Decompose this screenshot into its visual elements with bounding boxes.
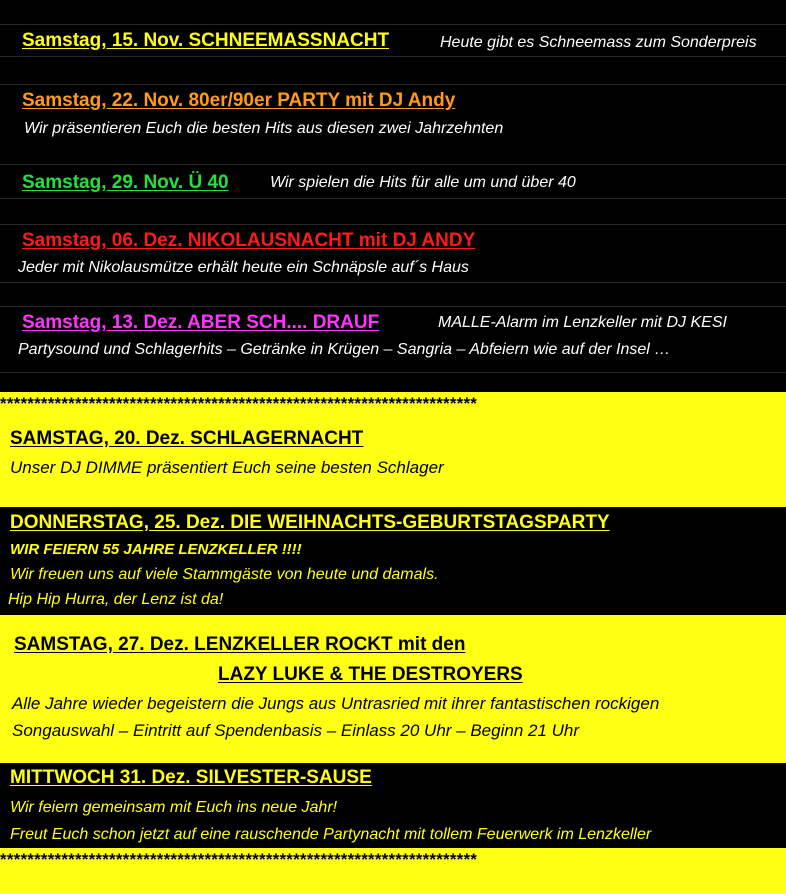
- event-title-ue40: Samstag, 29. Nov. Ü 40: [22, 172, 229, 193]
- event-highlight: WIR FEIERN 55 JAHRE LENZKELLER !!!!: [10, 541, 302, 558]
- band-name: LAZY LUKE & THE DESTROYERS: [218, 664, 523, 685]
- event-description: Unser DJ DIMME präsentiert Euch seine besten Schlager: [10, 458, 444, 477]
- event-title-lenzkeller-rockt: SAMSTAG, 27. Dez. LENZKELLER ROCKT mit den: [14, 634, 466, 655]
- star-separator: **********************************************************************: [0, 850, 478, 869]
- event-description: Wir feiern gemeinsam mit Euch ins neue Jahr!: [10, 799, 338, 816]
- event-description: Hip Hip Hurra, der Lenz ist da!: [8, 591, 224, 608]
- divider: [0, 24, 786, 25]
- divider: [0, 224, 786, 225]
- divider: [0, 164, 786, 165]
- event-description: Jeder mit Nikolausmütze erhält heute ein Schnäpsle auf´s Haus: [18, 259, 469, 276]
- divider: [0, 84, 786, 85]
- event-title-weihnachts-geburtstagsparty: DONNERSTAG, 25. Dez. DIE WEIHNACHTS-GEBURTSTAGSPARTY: [10, 512, 610, 533]
- event-title-80er-90er-party: Samstag, 22. Nov. 80er/90er PARTY mit DJ Andy: [22, 90, 456, 111]
- divider: [0, 56, 786, 57]
- divider: [0, 372, 786, 373]
- event-description: Wir freuen uns auf viele Stammgäste von heute und damals.: [10, 566, 439, 583]
- event-description: MALLE-Alarm im Lenzkeller mit DJ KESI: [438, 314, 727, 331]
- event-description: Partysound und Schlagerhits – Getränke in Krügen – Sangria – Abfeiern wie auf der Insel …: [18, 341, 671, 358]
- event-description: Alle Jahre wieder begeistern die Jungs aus Untrasried mit ihrer fantastischen rockigen: [12, 694, 660, 713]
- divider: [0, 198, 786, 199]
- event-description: Wir spielen die Hits für alle um und über 40: [270, 174, 576, 191]
- star-separator: **********************************************************************: [0, 394, 478, 413]
- event-title-nikolausnacht: Samstag, 06. Dez. NIKOLAUSNACHT mit DJ ANDY: [22, 230, 476, 251]
- event-title-schlagernacht: SAMSTAG, 20. Dez. SCHLAGERNACHT: [10, 428, 364, 449]
- event-description: Wir präsentieren Euch die besten Hits aus diesen zwei Jahrzehnten: [24, 120, 504, 137]
- event-title-schneemassnacht: Samstag, 15. Nov. SCHNEEMASSNACHT: [22, 30, 390, 51]
- event-title-silvester-sause: MITTWOCH 31. Dez. SILVESTER-SAUSE: [10, 767, 372, 788]
- divider: [0, 306, 786, 307]
- event-title-aber-sch-drauf: Samstag, 13. Dez. ABER SCH.... DRAUF: [22, 312, 380, 333]
- event-description: Heute gibt es Schneemass zum Sonderpreis: [440, 34, 757, 51]
- event-description: Freut Euch schon jetzt auf eine rauschende Partynacht mit tollem Feuerwerk im Lenzkeller: [10, 826, 652, 843]
- event-description: Songauswahl – Eintritt auf Spendenbasis – Einlass 20 Uhr – Beginn 21 Uhr: [12, 721, 580, 740]
- divider: [0, 282, 786, 283]
